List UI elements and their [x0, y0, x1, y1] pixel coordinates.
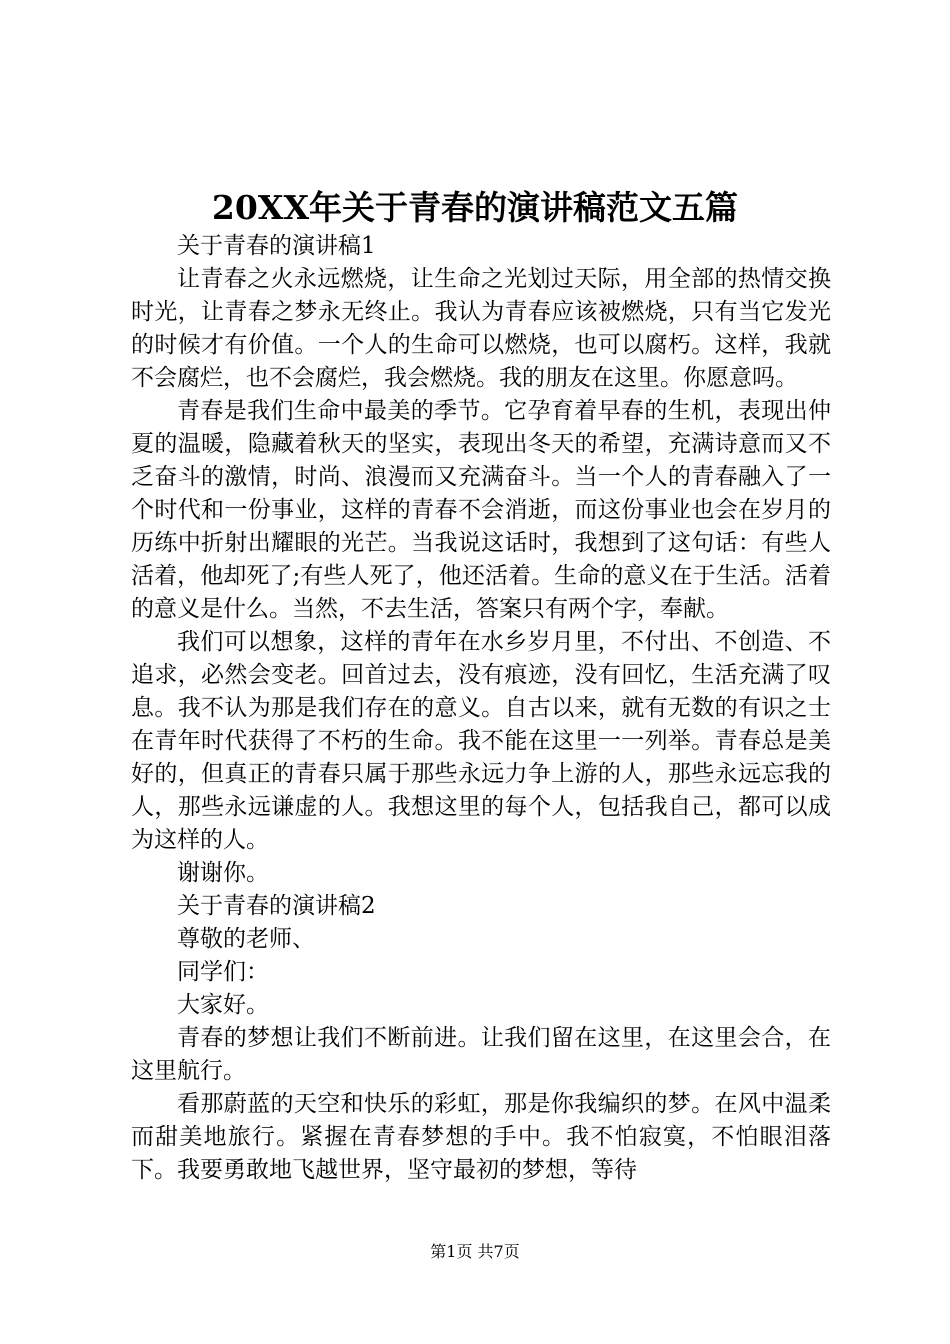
- paragraph: 看那蔚蓝的天空和快乐的彩虹，那是你我编织的梦。在风中温柔而甜美地旅行。紧握在青春梦想的手中。我不怕寂寞，不怕眼泪落下。我要勇敢地飞越世界，坚守最初的梦想，等待: [131, 1091, 831, 1183]
- paragraph: 青春是我们生命中最美的季节。它孕育着早春的生机，表现出仲夏的温暖，隐藏着秋天的坚实，表现出冬天的希望，充满诗意而又不乏奋斗的激情，时尚、浪漫而又充满奋斗。当一个人的青春融入了一个时代和一份事业，这样的青春不会消逝，而这份事业也会在岁月的历练中折射出耀眼的光芒。当我说这话时，我想到了这句话：有些人活着，他却死了;有些人死了，他还活着。生命的意义在于生活。活着的意义是什么。当然，不去生活，答案只有两个字，奉献。: [131, 398, 831, 622]
- paragraph-thanks: 谢谢你。: [177, 860, 269, 886]
- paragraph-speech-2-heading: 关于青春的演讲稿2: [177, 893, 376, 919]
- paragraph-speech-1-heading: 关于青春的演讲稿1: [177, 233, 376, 259]
- document-title: 20XX年关于青春的演讲稿范文五篇: [211, 188, 739, 227]
- document-body: [131, 230, 831, 1187]
- paragraph: 青春的梦想让我们不断前进。让我们留在这里，在这里会合，在这里航行。: [131, 1025, 831, 1084]
- paragraph: 我们可以想象，这样的青年在水乡岁月里，不付出、不创造、不追求，必然会变老。回首过去，没有痕迹，没有回忆，生活充满了叹息。我不认为那是我们存在的意义。自古以来，就有无数的有识之士在青年时代获得了不朽的生命。我不能在这里一一列举。青春总是美好的，但真正的青春只属于那些永远力争上游的人，那些永远忘我的人，那些永远谦虚的人。我想这里的每个人，包括我自己，都可以成为这样的人。: [131, 629, 831, 853]
- paragraph-greeting: 大家好。: [177, 992, 269, 1018]
- paragraph: 让青春之火永远燃烧，让生命之光划过天际，用全部的热情交换时光，让青春之梦永无终止。我认为青春应该被燃烧，只有当它发光的时候才有价值。一个人的生命可以燃烧，也可以腐朽。这样，我就不会腐烂，也不会腐烂，我会燃烧。我的朋友在这里。你愿意吗。: [131, 266, 831, 391]
- page-footer: 第1页 共7页: [430, 1242, 520, 1261]
- paragraph-salutation-teachers: 尊敬的老师、: [177, 926, 315, 952]
- paragraph-salutation-students: 同学们：: [177, 959, 269, 985]
